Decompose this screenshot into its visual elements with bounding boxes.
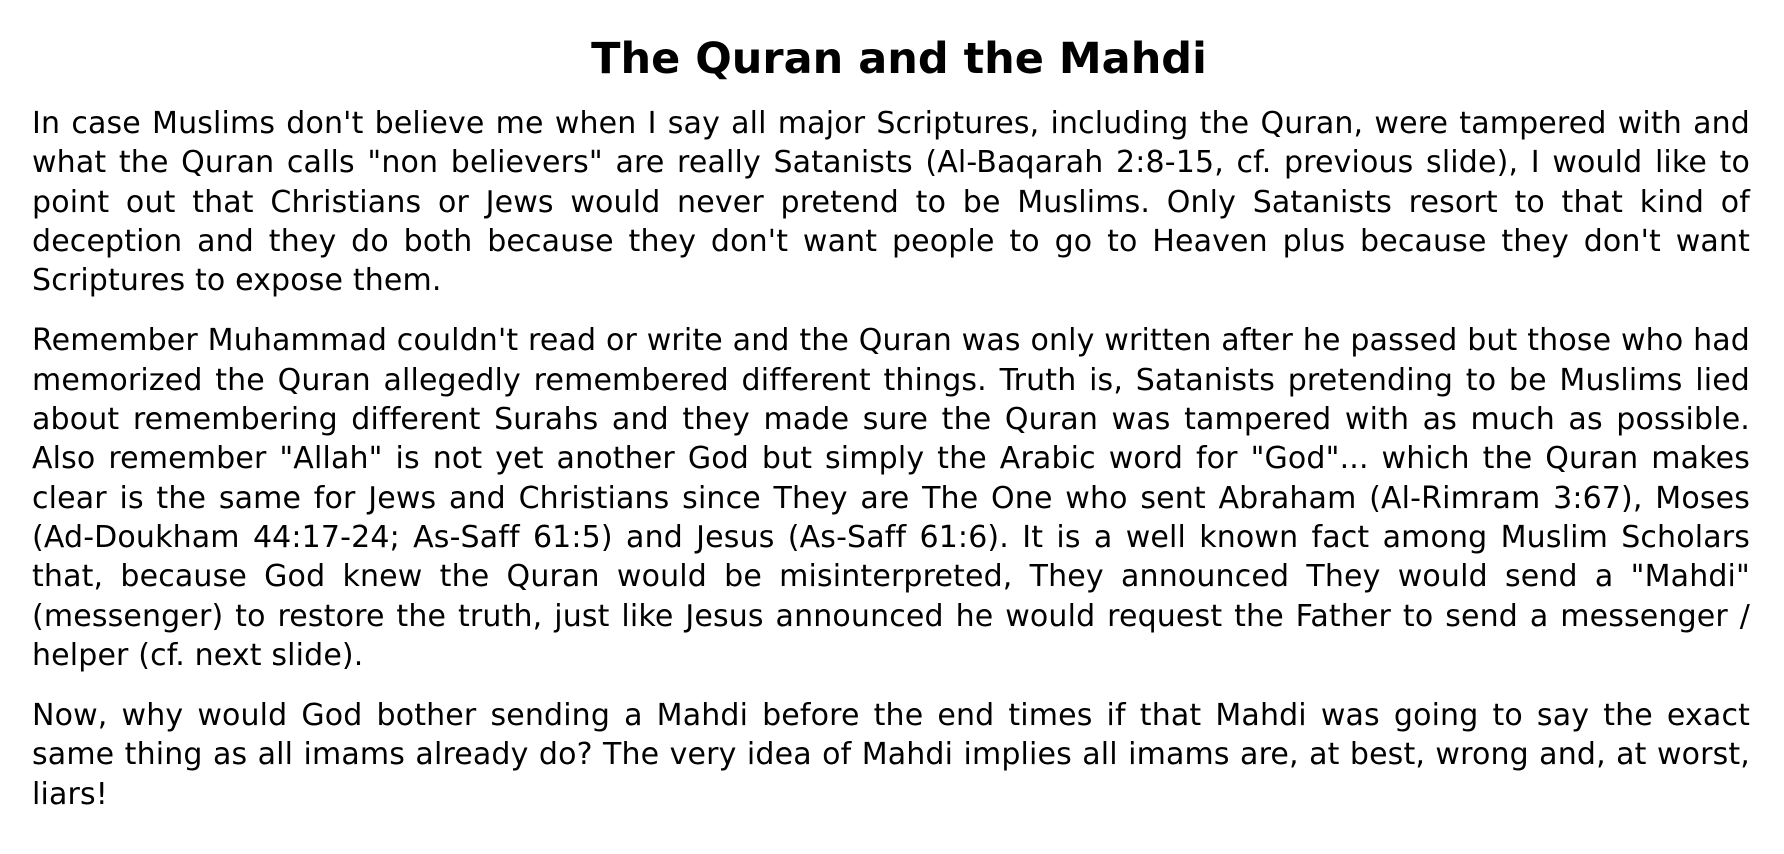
- paragraph-mahdi-history: Remember Muhammad couldn't read or write and the Quran was only written after he passed but those who had memorized the Quran allegedly remembered different things. Truth is, Satanists pretending to be Muslims lied about remembering different Surahs and they made sure the Quran was tampered with as much as possible. Also remember "Allah" is not yet another God but simply the Arabic word for "God"... which the Quran makes clear is the same for Jews and Christians since They are The One who sent Abraham (Al-Rimram 3:67), Moses (Ad-Doukham 44:17-24; As-Saff 61:5) and Jesus (As-Saff 61:6). It is a well known fact among Muslim Scholars that, because God knew the Quran would be misinterpreted, They announced They would send a "Mahdi" (messenger) to restore the truth, just like Jesus announced he would request the Father to send a messenger / helper (cf. next slide).: [32, 323, 1750, 673]
- page-title: The Quran and the Mahdi: [591, 34, 1207, 84]
- paragraph-conclusion: Now, why would God bother sending a Mahdi before the end times if that Mahdi was going to say the exact same thing as all imams already do? The very idea of Mahdi implies all imams are, at best, wrong and, at worst, liars!: [32, 698, 1750, 812]
- paragraph-intro: In case Muslims don't believe me when I say all major Scriptures, including the Quran, were tampered with and what the Quran calls "non believers" are really Satanists (Al-Baqarah 2:8-15, cf. previous slide), I would like to point out that Christians or Jews would never pretend to be Muslims. Only Satanists resort to that kind of deception and they do both because they don't want people to go to Heaven plus because they don't want Scriptures to expose them.: [32, 106, 1750, 299]
